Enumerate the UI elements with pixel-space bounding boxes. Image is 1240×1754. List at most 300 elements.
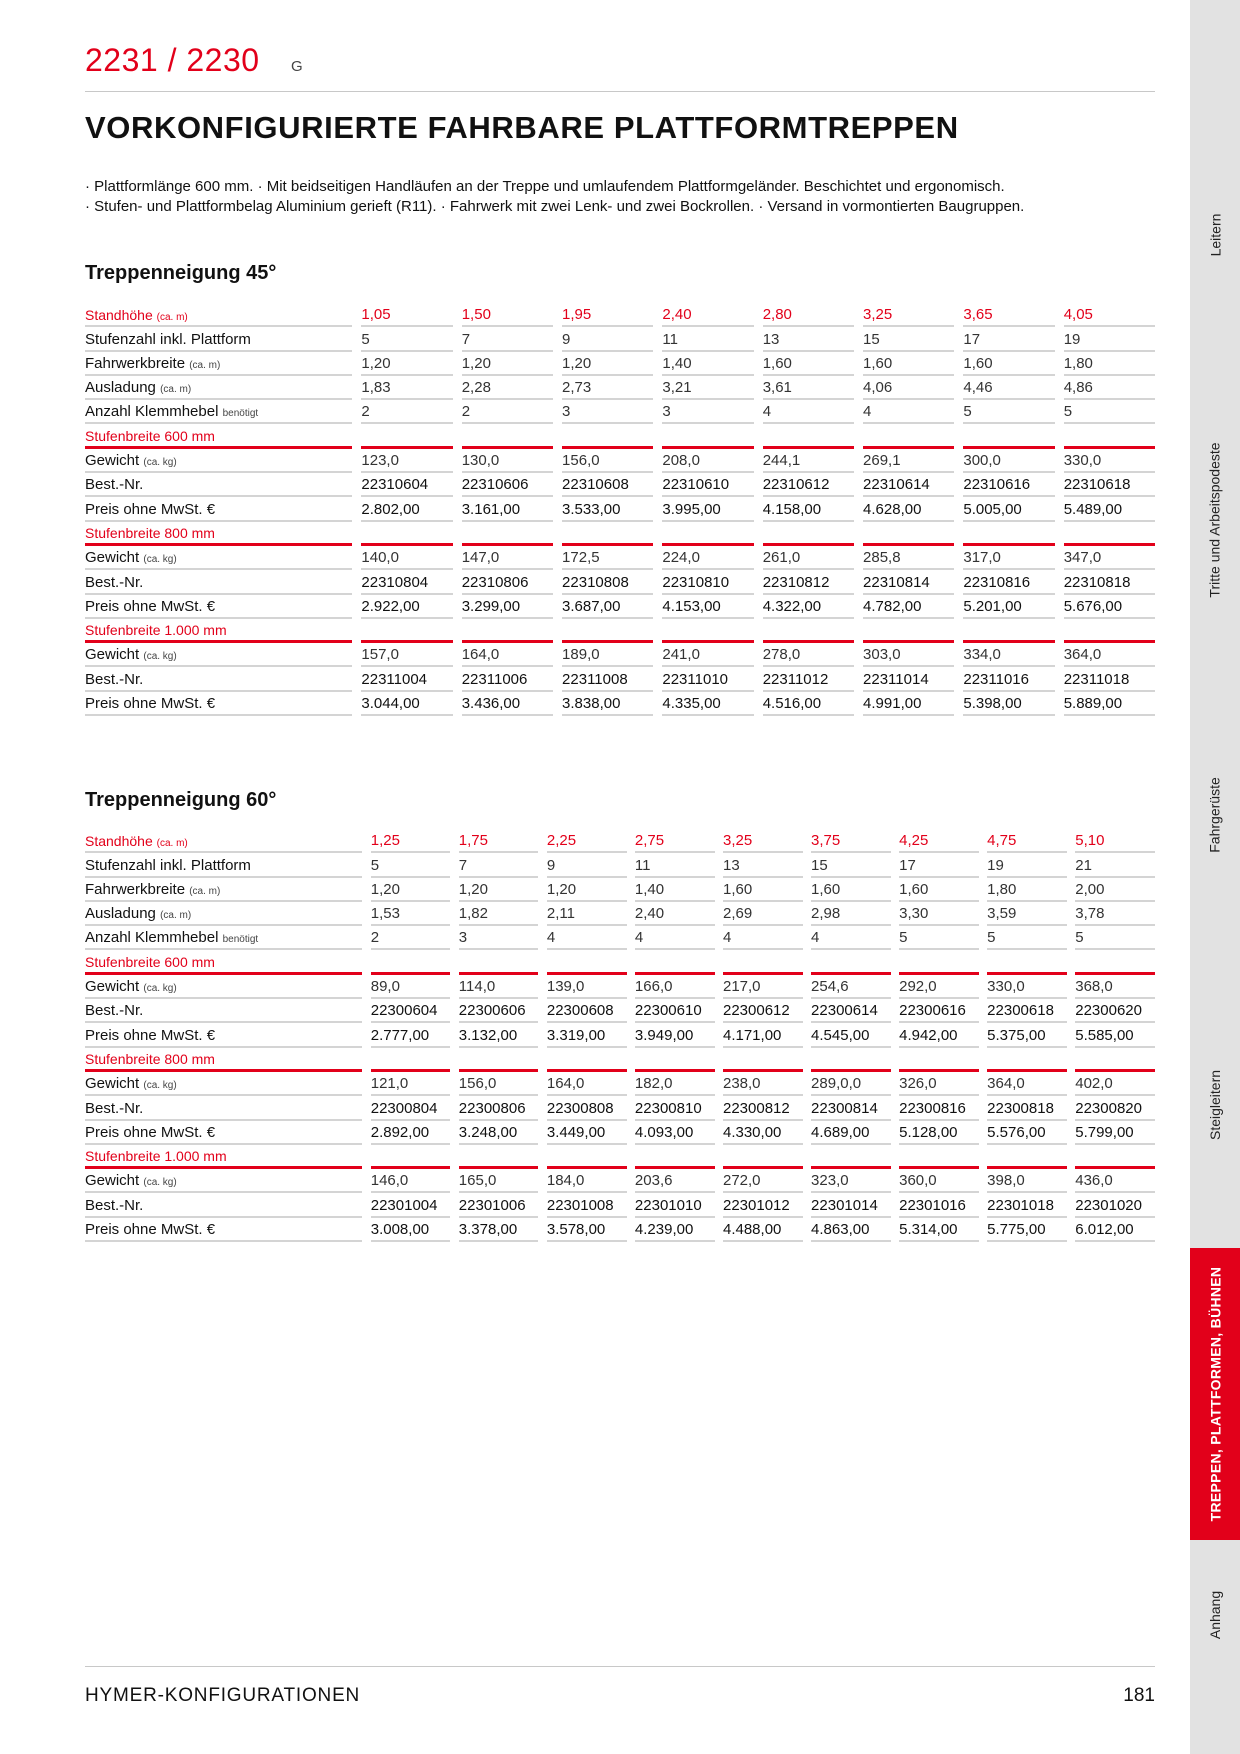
cell-value: 7 (462, 327, 553, 351)
cell-value (662, 522, 753, 546)
cell-value: 4.335,00 (662, 692, 753, 716)
column-gap (715, 1048, 723, 1072)
column-gap (362, 902, 370, 926)
sidebar-tab-leitern[interactable] (1190, 200, 1240, 270)
cell-value: 2,98 (811, 902, 891, 926)
column-gap (352, 692, 361, 716)
cell-value (662, 619, 753, 643)
sidebar-tab-treppen[interactable] (1190, 1248, 1240, 1540)
column-gap (453, 522, 462, 546)
cell-value: 5 (371, 853, 451, 877)
row-label (85, 595, 352, 619)
row-label (85, 1121, 362, 1145)
cell-value: 1,53 (371, 902, 451, 926)
column-gap (450, 1145, 458, 1169)
column-gap (352, 619, 361, 643)
cell-value: 3,25 (723, 829, 803, 853)
column-gap (627, 1145, 635, 1169)
column-gap (854, 546, 863, 570)
row-label (85, 546, 352, 570)
cell-value: 3.436,00 (462, 692, 553, 716)
cell-value: 5.128,00 (899, 1121, 979, 1145)
cell-value: 182,0 (635, 1072, 715, 1096)
column-gap (453, 376, 462, 400)
sidebar-tab-label: Fahrgerüste (1207, 777, 1224, 853)
cell-value (987, 1145, 1067, 1169)
cell-value: 4,86 (1064, 376, 1155, 400)
cell-value: 3.008,00 (371, 1218, 451, 1242)
column-gap (954, 400, 963, 424)
cell-value: 22310614 (863, 473, 954, 497)
column-gap (538, 1218, 546, 1242)
column-gap (538, 1193, 546, 1217)
spec-table-45 (85, 303, 1155, 716)
column-gap (352, 449, 361, 473)
column-gap (352, 497, 361, 521)
cell-value: 4 (723, 926, 803, 950)
row-label (85, 376, 352, 400)
column-gap (653, 376, 662, 400)
column-gap (954, 595, 963, 619)
cell-value: 368,0 (1075, 975, 1155, 999)
cell-value: 2,11 (547, 902, 627, 926)
column-gap (891, 1048, 899, 1072)
cell-value: 22301012 (723, 1193, 803, 1217)
column-gap (715, 975, 723, 999)
cell-value: 3 (662, 400, 753, 424)
column-gap (979, 950, 987, 974)
column-gap (891, 1193, 899, 1217)
column-gap (653, 473, 662, 497)
column-gap (627, 829, 635, 853)
cell-value: 217,0 (723, 975, 803, 999)
column-gap (1055, 546, 1064, 570)
cell-value: 4.322,00 (763, 595, 854, 619)
row-gewicht (85, 1072, 1155, 1096)
row-preis (85, 595, 1155, 619)
cell-value: 4,25 (899, 829, 979, 853)
cell-value: 121,0 (371, 1072, 451, 1096)
column-gap (653, 692, 662, 716)
cell-value: 3.248,00 (459, 1121, 539, 1145)
column-gap (854, 424, 863, 448)
column-gap (954, 497, 963, 521)
column-gap (803, 1072, 811, 1096)
column-gap (453, 400, 462, 424)
cell-value: 22311016 (963, 667, 1054, 691)
cell-value: 5 (899, 926, 979, 950)
column-gap (362, 1023, 370, 1047)
cell-value: 1,40 (635, 878, 715, 902)
column-gap (754, 546, 763, 570)
column-gap (1067, 829, 1075, 853)
cell-value: 3,78 (1075, 902, 1155, 926)
footer-title: HYMER-KONFIGURATIONEN (85, 1685, 361, 1706)
column-gap (754, 522, 763, 546)
column-gap (553, 643, 562, 667)
cell-value: 3,25 (863, 303, 954, 327)
bullet-line: · Plattformlänge 600 mm. · Mit beidseitigen Handläufen an der Treppe und umlaufendem Plattformgeländer. Beschichtet und ergonomisch. (85, 178, 1005, 195)
column-gap (450, 975, 458, 999)
column-gap (553, 449, 562, 473)
sidebar-tab-fahrgerueste[interactable] (1190, 765, 1240, 865)
cell-value: 5.375,00 (987, 1023, 1067, 1047)
cell-value (899, 1048, 979, 1072)
cell-value: 5.398,00 (963, 692, 1054, 716)
cell-value: 1,95 (562, 303, 653, 327)
model-number: 2231 / 2230 (85, 42, 260, 78)
cell-value: 4.158,00 (763, 497, 854, 521)
row-label (85, 400, 352, 424)
column-gap (715, 829, 723, 853)
cell-value: 3 (459, 926, 539, 950)
column-gap (979, 975, 987, 999)
column-gap (1067, 1072, 1075, 1096)
row-label (85, 853, 362, 877)
cell-value (863, 424, 954, 448)
column-gap (352, 473, 361, 497)
cell-value: 272,0 (723, 1169, 803, 1193)
cell-value: 22310606 (462, 473, 553, 497)
column-gap (954, 692, 963, 716)
column-gap (362, 950, 370, 974)
column-gap (553, 546, 562, 570)
cell-value: 139,0 (547, 975, 627, 999)
label-text: Preis ohne MwSt. € (85, 1221, 216, 1239)
cell-value: 3.299,00 (462, 595, 553, 619)
label-text: Preis ohne MwSt. € (85, 597, 216, 615)
column-gap (803, 999, 811, 1023)
cell-value: 289,0,0 (811, 1072, 891, 1096)
column-gap (715, 1218, 723, 1242)
cell-value (987, 950, 1067, 974)
cell-value: 2,75 (635, 829, 715, 853)
label-text: Best.-Nr. (85, 1196, 144, 1214)
cell-value: 22300606 (459, 999, 539, 1023)
cell-value: 21 (1075, 853, 1155, 877)
label-text: Ausladung (85, 379, 156, 397)
unit-note: benötigt (222, 934, 259, 946)
cell-value: 2,00 (1075, 878, 1155, 902)
column-gap (362, 1169, 370, 1193)
label-text: Gewicht (85, 646, 140, 664)
cell-value (811, 1145, 891, 1169)
column-gap (891, 1145, 899, 1169)
cell-value: 334,0 (963, 643, 1054, 667)
cell-value: 22310608 (562, 473, 653, 497)
cell-value: 3.132,00 (459, 1023, 539, 1047)
column-gap (979, 1193, 987, 1217)
column-gap (1067, 878, 1075, 902)
row-standhoehe (85, 303, 1155, 327)
cell-value (1064, 619, 1155, 643)
cell-value: 22310806 (462, 570, 553, 594)
column-gap (362, 1121, 370, 1145)
cell-value: 22301014 (811, 1193, 891, 1217)
cell-value: 5.314,00 (899, 1218, 979, 1242)
column-gap (352, 376, 361, 400)
row-label (85, 1023, 362, 1047)
column-gap (553, 400, 562, 424)
cell-value: 1,75 (459, 829, 539, 853)
row-bestnr (85, 667, 1155, 691)
column-gap (803, 1169, 811, 1193)
column-gap (553, 522, 562, 546)
cell-value: 2.892,00 (371, 1121, 451, 1145)
cell-value: 22310616 (963, 473, 1054, 497)
column-gap (538, 999, 546, 1023)
cell-value: 5 (1064, 400, 1155, 424)
cell-value: 330,0 (1064, 449, 1155, 473)
row-label (85, 1193, 362, 1217)
column-gap (954, 303, 963, 327)
column-gap (653, 327, 662, 351)
column-gap (352, 522, 361, 546)
row-bestnr (85, 999, 1155, 1023)
cell-value: 3,59 (987, 902, 1067, 926)
column-gap (715, 853, 723, 877)
sidebar-tab-steigleitern[interactable] (1190, 1055, 1240, 1155)
cell-value: 4.239,00 (635, 1218, 715, 1242)
cell-value: 15 (811, 853, 891, 877)
column-gap (754, 449, 763, 473)
column-gap (453, 570, 462, 594)
cell-value (987, 1048, 1067, 1072)
column-gap (1067, 902, 1075, 926)
cell-value: 22310612 (763, 473, 854, 497)
column-gap (653, 497, 662, 521)
column-gap (1055, 619, 1064, 643)
column-gap (453, 352, 462, 376)
column-gap (362, 1072, 370, 1096)
cell-value: 2,28 (462, 376, 553, 400)
column-gap (450, 1169, 458, 1193)
sidebar-tab-tritte[interactable] (1190, 420, 1240, 620)
sidebar-tab-label: Tritte und Arbeitspodeste (1207, 442, 1224, 598)
cell-value: 7 (459, 853, 539, 877)
column-gap (627, 975, 635, 999)
cell-value: 4.782,00 (863, 595, 954, 619)
cell-value: 22311018 (1064, 667, 1155, 691)
cell-value (1075, 950, 1155, 974)
column-gap (453, 303, 462, 327)
label-text: Gewicht (85, 1172, 140, 1190)
column-gap (627, 1072, 635, 1096)
cell-value: 22301006 (459, 1193, 539, 1217)
cell-value: 22300616 (899, 999, 979, 1023)
column-gap (453, 424, 462, 448)
column-gap (453, 449, 462, 473)
cell-value (635, 1145, 715, 1169)
column-gap (803, 1096, 811, 1120)
label-text: Anzahl Klemmhebel (85, 403, 219, 421)
column-gap (450, 1193, 458, 1217)
cell-value: 4.942,00 (899, 1023, 979, 1047)
column-gap (627, 1048, 635, 1072)
unit-note: (ca. m) (156, 312, 188, 324)
column-gap (352, 352, 361, 376)
cell-value: 360,0 (899, 1169, 979, 1193)
column-gap (627, 950, 635, 974)
column-gap (653, 667, 662, 691)
column-gap (754, 570, 763, 594)
column-gap (553, 570, 562, 594)
cell-value (635, 1048, 715, 1072)
row-label (85, 424, 352, 448)
row-label (85, 950, 362, 974)
cell-value: 123,0 (361, 449, 452, 473)
column-gap (553, 595, 562, 619)
cell-value: 2.777,00 (371, 1023, 451, 1047)
cell-value: 3.578,00 (547, 1218, 627, 1242)
row-label (85, 926, 362, 950)
column-gap (954, 473, 963, 497)
cell-value: 5,10 (1075, 829, 1155, 853)
cell-value: 4 (863, 400, 954, 424)
cell-value: 1,80 (1064, 352, 1155, 376)
cell-value: 140,0 (361, 546, 452, 570)
column-gap (754, 643, 763, 667)
cell-value: 2,25 (547, 829, 627, 853)
cell-value: 22311008 (562, 667, 653, 691)
cell-value: 89,0 (371, 975, 451, 999)
cell-value: 4.171,00 (723, 1023, 803, 1047)
label-text: Stufenzahl inkl. Plattform (85, 856, 251, 874)
column-gap (450, 950, 458, 974)
column-gap (450, 878, 458, 902)
column-gap (754, 352, 763, 376)
column-gap (450, 1072, 458, 1096)
column-gap (891, 1121, 899, 1145)
row-bestnr (85, 1096, 1155, 1120)
row-label (85, 327, 352, 351)
row-label (85, 999, 362, 1023)
column-gap (1055, 303, 1064, 327)
cell-value: 2,69 (723, 902, 803, 926)
column-gap (1067, 975, 1075, 999)
column-gap (1055, 667, 1064, 691)
column-gap (362, 1193, 370, 1217)
column-gap (715, 878, 723, 902)
row-gewicht (85, 1169, 1155, 1193)
row-label (85, 449, 352, 473)
cell-value (899, 950, 979, 974)
cell-value (462, 424, 553, 448)
column-gap (715, 1023, 723, 1047)
column-gap (1067, 1048, 1075, 1072)
cell-value: 3.161,00 (462, 497, 553, 521)
cell-value: 4,46 (963, 376, 1054, 400)
cell-value: 303,0 (863, 643, 954, 667)
cell-value: 364,0 (1064, 643, 1155, 667)
column-gap (362, 1096, 370, 1120)
cell-value: 22310610 (662, 473, 753, 497)
cell-value (635, 950, 715, 974)
cell-value: 22300820 (1075, 1096, 1155, 1120)
column-gap (715, 950, 723, 974)
unit-note: (ca. kg) (143, 1080, 177, 1092)
cell-value: 22300810 (635, 1096, 715, 1120)
cell-value: 1,40 (662, 352, 753, 376)
column-gap (362, 1145, 370, 1169)
label-text: Standhöhe (85, 307, 153, 324)
column-gap (450, 926, 458, 950)
column-gap (803, 926, 811, 950)
row-preis (85, 1023, 1155, 1047)
column-gap (653, 352, 662, 376)
cell-value: 130,0 (462, 449, 553, 473)
column-gap (362, 975, 370, 999)
cell-value: 4.153,00 (662, 595, 753, 619)
column-gap (538, 1048, 546, 1072)
cell-value: 164,0 (462, 643, 553, 667)
column-gap (538, 902, 546, 926)
column-gap (1055, 497, 1064, 521)
column-gap (653, 546, 662, 570)
cell-value: 3,21 (662, 376, 753, 400)
cell-value: 1,80 (987, 878, 1067, 902)
column-gap (653, 595, 662, 619)
column-gap (453, 327, 462, 351)
column-gap (538, 1121, 546, 1145)
label-text: Standhöhe (85, 833, 153, 850)
cell-value (361, 424, 452, 448)
column-gap (538, 1072, 546, 1096)
cell-value: 3.319,00 (547, 1023, 627, 1047)
label-text: Ausladung (85, 905, 156, 923)
cell-value: 1,60 (963, 352, 1054, 376)
cell-value: 22300814 (811, 1096, 891, 1120)
section-title-60: Treppenneigung 60° (85, 789, 277, 811)
row-bestnr (85, 570, 1155, 594)
cell-value: 22301018 (987, 1193, 1067, 1217)
cell-value (963, 424, 1054, 448)
column-gap (954, 643, 963, 667)
cell-value (462, 619, 553, 643)
cell-value (459, 1048, 539, 1072)
cell-value (462, 522, 553, 546)
column-gap (854, 400, 863, 424)
column-gap (754, 497, 763, 521)
cell-value: 4,75 (987, 829, 1067, 853)
column-gap (1055, 522, 1064, 546)
cell-value: 330,0 (987, 975, 1067, 999)
column-gap (450, 999, 458, 1023)
column-gap (854, 570, 863, 594)
row-section-header (85, 619, 1155, 643)
cell-value: 292,0 (899, 975, 979, 999)
column-gap (1067, 999, 1075, 1023)
column-gap (979, 926, 987, 950)
column-gap (891, 853, 899, 877)
column-gap (715, 1145, 723, 1169)
column-gap (538, 975, 546, 999)
column-gap (627, 926, 635, 950)
column-gap (891, 1096, 899, 1120)
column-gap (450, 1121, 458, 1145)
row-bestnr (85, 1193, 1155, 1217)
row-preis (85, 1121, 1155, 1145)
column-gap (450, 1096, 458, 1120)
cell-value: 22300816 (899, 1096, 979, 1120)
column-gap (854, 667, 863, 691)
row-label (85, 1169, 362, 1193)
column-gap (979, 1121, 987, 1145)
column-gap (627, 999, 635, 1023)
column-gap (553, 424, 562, 448)
sidebar-tab-anhang[interactable] (1190, 1575, 1240, 1655)
column-gap (1055, 449, 1064, 473)
